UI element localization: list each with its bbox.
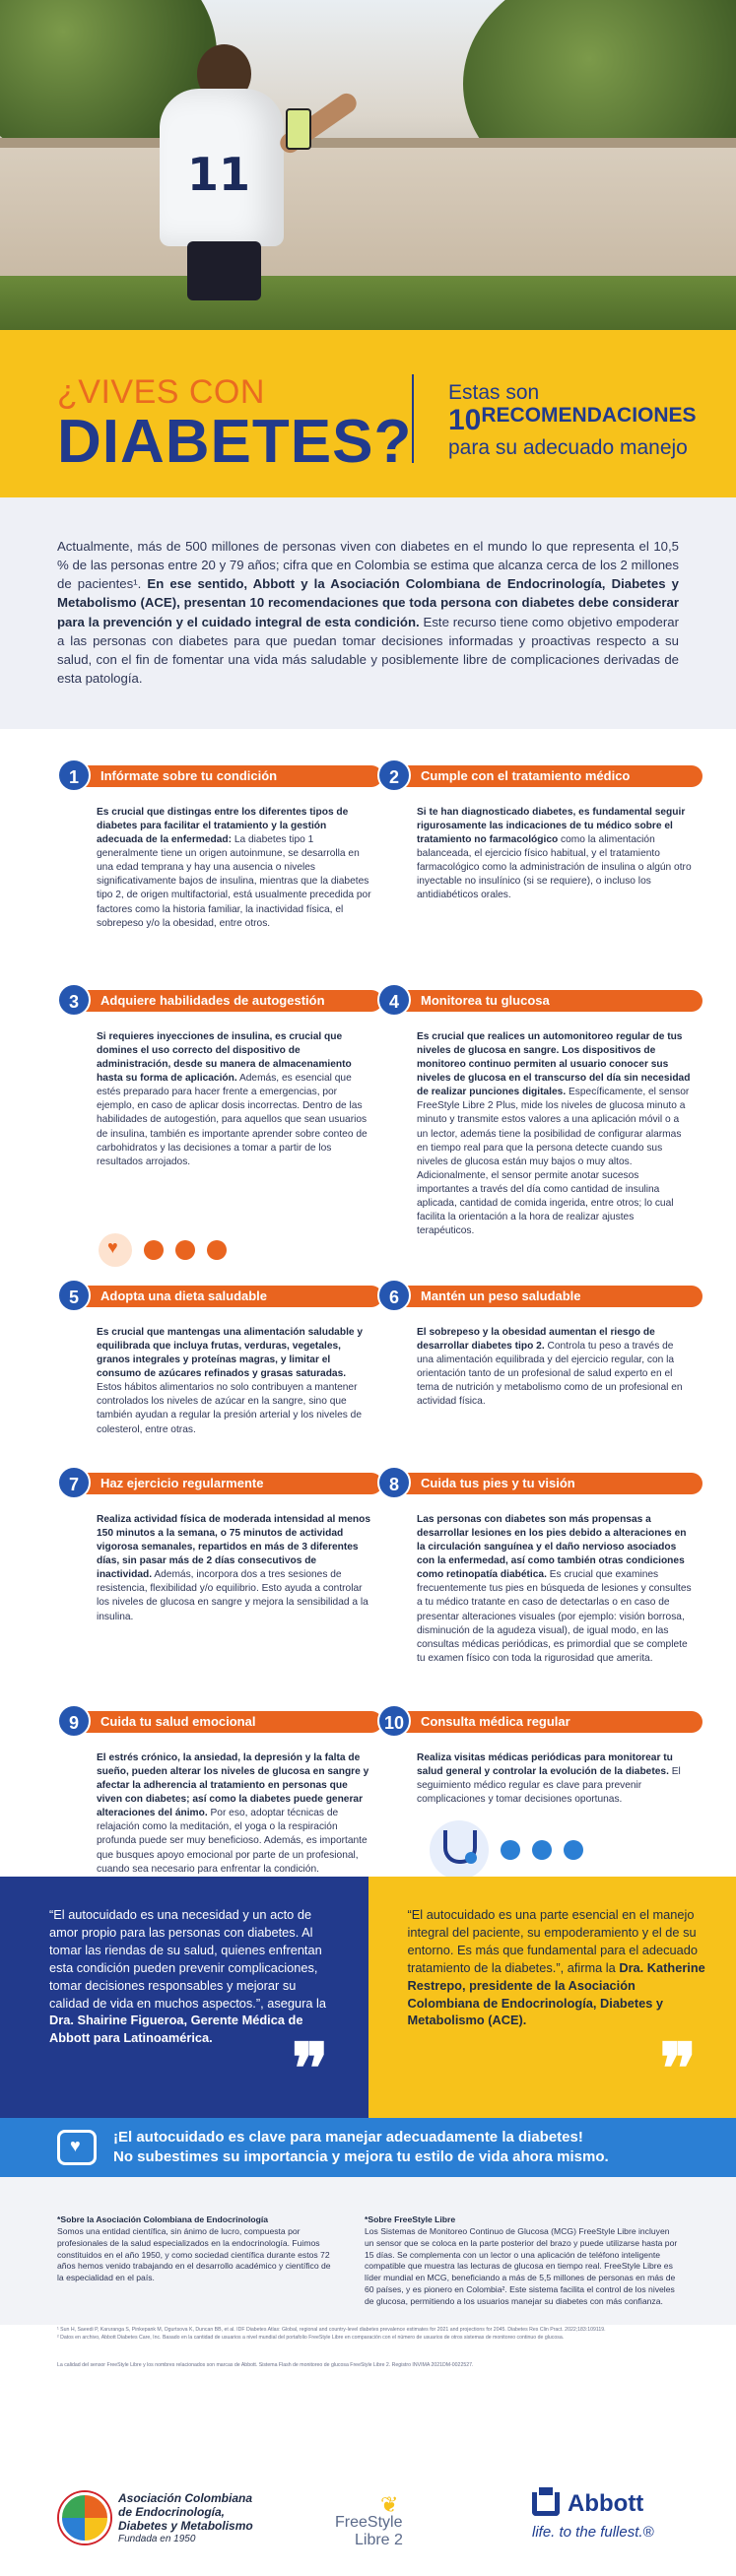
about-ace [57, 2214, 338, 2284]
reference-2: ² Datos en archivo, Abbott Diabetes Care, Inc. Basado en la cantidad de usuarios a nivel mundial del portafolio FreeStyle Libre en comparación con el número de usuarios de otros sistemas de monitoreo continuo de glucosa. [57, 2334, 565, 2341]
decoration-dots [99, 1233, 227, 1267]
rec-body [377, 1499, 703, 1666]
rec-text: Estos hábitos alimentarios no solo contribuyen a mantener controlados los niveles de azúcar en la sangre, sino que también ayudan a regular la presión arterial y los niveles de colesterol, entre otras. [97, 1382, 362, 1435]
intro-paragraph [0, 497, 736, 729]
rec-number: 2 [377, 759, 411, 792]
intro-text-1: Actualmente, más de 500 millones de personas viven con diabetes en el mundo lo que representa el 10,5 % de las personas entre 20 y 79 años; cifra que en Colombia se estima que alcanza cerca de los 2 millones de pacientes¹. [57, 539, 679, 592]
butterfly-icon: ❦ [380, 2492, 399, 2517]
quote-right-lead: afirma la [567, 1959, 620, 1975]
rec-header [57, 983, 382, 1017]
abbott-mark-icon [532, 2492, 560, 2516]
rec-header [57, 759, 382, 792]
dot-icon [532, 1840, 552, 1860]
subtitle-line3: para su adecuado manejo [448, 436, 688, 460]
recommendation-card [57, 1704, 382, 1877]
about-section [0, 2177, 736, 2325]
quote-right-text: “El autocuidado es una parte esencial en el manejo integral del paciente, su empoderamiento y el de su entorno. Es más que fundamental para el adecuado tratamiento de la diabetes.”, [407, 1907, 699, 1975]
dot-icon [175, 1240, 195, 1260]
title-big: DIABETES? [57, 408, 413, 476]
subtitle-rec: RECOMENDACIONES [481, 404, 697, 428]
about-ace-text: Somos una entidad científica, sin ánimo de lucro, compuesta por profesionales de la salud especializados en la endocrinología. Fuimos constituidos en el año 1950, y como sociedad científica durante estos 72 años hemos venido trabajando en el desarrollo académico y científico de la especialidad en el país. [57, 2225, 331, 2283]
title-divider [412, 374, 414, 463]
rec-number: 8 [377, 1466, 411, 1499]
rec-bold: Realiza visitas médicas periódicas para monitorear tu salud general y controlar la evolución de la diabetes. [417, 1752, 673, 1778]
rec-header [57, 1704, 382, 1738]
recommendation-card [377, 983, 703, 1238]
rec-title-bar [391, 765, 703, 787]
ace-founded: Fundada en 1950 [118, 2534, 196, 2544]
rec-number: 10 [377, 1704, 411, 1738]
heart-hands-icon [99, 1233, 132, 1267]
rec-title-bar [71, 1286, 382, 1307]
rec-body [57, 1738, 382, 1877]
hero-photo [0, 0, 736, 330]
phone-icon [286, 108, 311, 150]
quote-mark-icon: ❞ [291, 2027, 329, 2109]
about-ace-title: *Sobre la Asociación Colombiana de Endocrinología [57, 2214, 269, 2224]
rec-body [377, 1738, 703, 1807]
subtitle-line2 [448, 404, 697, 437]
recommendation-card [377, 759, 703, 903]
fs-line1: FreeStyle [335, 2514, 403, 2531]
rec-title: Monitorea tu glucosa [421, 993, 550, 1008]
rec-title: Cuida tus pies y tu visión [421, 1476, 575, 1490]
rec-title-bar [391, 1286, 703, 1307]
rec-text: Además, incorpora dos a tres sesiones de resistencia, flexibilidad y/o equilibrio. Esto ayuda a controlar los niveles de glucosa en sangre y mejora la sensibilidad a la insulina. [97, 1569, 368, 1622]
dot-icon [144, 1240, 164, 1260]
rec-number: 5 [57, 1279, 91, 1312]
rec-number: 1 [57, 759, 91, 792]
ace-line3: Diabetes y Metabolismo [118, 2518, 253, 2533]
ace-logo-name [118, 2492, 253, 2533]
rec-body [377, 1312, 703, 1409]
rec-title-bar [71, 765, 382, 787]
rec-number: 4 [377, 983, 411, 1017]
rec-title-bar [391, 990, 703, 1012]
rec-header [57, 1466, 382, 1499]
rec-text: Por eso, adoptar técnicas de relajación como la meditación, el yoga o la respiración profunda puede ser muy beneficioso. Además, es importante que busques apoyo emocional por parte de un profesional, cuando sea necesario para enfrentar la condición. [97, 1808, 368, 1875]
heart-box-icon [57, 2130, 97, 2165]
quote-left-text: “El autocuidado es una necesidad y un acto de amor propio para las personas con diabetes. Al tomar las riendas de su salud, quienes enfrentan esta condición pueden prevenir complicaciones, tomar decisiones responsables y mejorar su calidad de vida en muchos aspectos.”, [49, 1907, 322, 2011]
rec-body [57, 1312, 382, 1437]
rec-bold: El estrés crónico, la ansiedad, la depresión y la falta de sueño, pueden alterar los niveles de glucosa en sangre y afectar la adherencia al tratamiento en personas que viven con diabetes; así como la diabetes puede generar alteraciones del ánimo. [97, 1752, 369, 1819]
disclaimer: La calidad del sensor FreeStyle Libre y los nombres relacionados son marcas de Abbott. Sistema Flash de monitoreo de glucosa FreeStyle Libre 2. Registro INVIMA 2021DM-0022527. [57, 2362, 474, 2368]
title-subtitle [448, 381, 697, 460]
dot-icon [501, 1840, 520, 1860]
ace-seal-icon [59, 2492, 110, 2543]
reference-1: ¹ Sun H, Saeedi P, Karuranga S, Pinkepank M, Ogurtsova K, Duncan BB, et al. IDF Diabetes Atlas: Global, regional and country-level diabetes prevalence estimates for 2021 and projections for 2045. Diabetes Res Clin Pract. 2022;183:109119. [57, 2327, 606, 2333]
garden-wall [0, 148, 736, 286]
rec-number: 6 [377, 1279, 411, 1312]
quote-left [0, 1877, 368, 2118]
rec-title-bar [391, 1473, 703, 1494]
decoration-dots [430, 1820, 583, 1880]
rec-text: Específicamente, el sensor FreeStyle Libre 2 Plus, mide los niveles de glucosa minuto a minuto y transmite estos valores a una aplicación móvil o a un lector, además tiene la posibilidad de configurar alarmas en tiempo real para que la persona detecte cuando sus niveles de glucosa están muy bajos o muy altos. Adicionalmente, el sensor permite anotar sucesos importantes a través del día como cantidad de insulina aplicada, cantidad de comida ingerida, entre otros; lo cual facilita la orientación a la hora de realizar ajustes terapéuticos. [417, 1087, 690, 1237]
dot-icon [207, 1240, 227, 1260]
logos-footer [0, 2463, 736, 2576]
about-fs-title: *Sobre FreeStyle Libre [365, 2214, 456, 2224]
title-question: ¿VIVES CON [57, 373, 265, 411]
rec-title: Mantén un peso saludable [421, 1288, 581, 1303]
rec-body [377, 1017, 703, 1238]
recommendation-card [377, 1279, 703, 1409]
grass [0, 276, 736, 330]
rec-text: Además, es esencial que estés preparado para hacer frente a emergencias, por ejemplo, en caso de aplicar dosis incorrectas. Dentro de las habilidades de autogestión, para aquellos que sean usuarios de insulina, también es importante aprender sobre conteo de carbohidratos y las decisiones a tomar a partir de los resultados arrojados. [97, 1073, 368, 1167]
rec-title: Cuida tu salud emocional [100, 1714, 256, 1729]
rec-text: Es crucial que examines frecuentemente tus pies en búsqueda de lesiones y consultes a tu médico tratante en caso de detectarlas o en caso de presentar alteraciones visuales (por ejemplo: visión borrosa, disminución de la agudeza visual), de igual modo, en las consultas médicas periódicas, es primordial que se complete tu examen físico con toda la rigurosidad que amerita. [417, 1569, 692, 1664]
intro-text-2: Este recurso tiene como objetivo empoderar a las personas con diabetes para que puedan tomar decisiones informadas y proactivas respecto a su salud, con el fin de fomentar una vida más saludable y posiblemente libre de complicaciones derivadas de esta patología. [57, 614, 679, 686]
quote-left-author: Dra. Shairine Figueroa, Gerente Médica de Abbott para Latinoamérica. [49, 2013, 303, 2046]
rec-text: como la alimentación balanceada, el ejercicio físico habitual, y el tratamiento farmacológico como la administración de insulina o algún otro inyectable no insulínico (si se requiere), o incluso los antidiabéticos orales. [417, 834, 692, 901]
title-band [0, 330, 736, 497]
recommendation-card [57, 983, 382, 1169]
intro-bold: En ese sentido, Abbott y la Asociación Colombiana de Endocrinología, Diabetes y Metabolismo (ACE), presentan 10 recomendaciones que toda persona con diabetes debe considerar para la prevención y el cuidado integral de esta condición. [57, 576, 679, 629]
about-freestyle [365, 2214, 680, 2308]
ace-line2: de Endocrinología, [118, 2504, 226, 2519]
abbott-tagline: life. to the fullest.® [532, 2524, 654, 2541]
stethoscope-icon [430, 1820, 489, 1880]
boy-figure [148, 20, 296, 315]
ace-logo [59, 2490, 315, 2549]
rec-header [377, 983, 703, 1017]
recommendation-card [57, 759, 382, 931]
rec-title-bar [71, 1711, 382, 1733]
banner-line1: ¡El autocuidado es clave para manejar adecuadamente la diabetes! [113, 2129, 583, 2146]
selfcare-banner [0, 2118, 736, 2177]
quote-left-lead: asegura la [267, 1995, 327, 2011]
rec-number: 9 [57, 1704, 91, 1738]
rec-title: Infórmate sobre tu condición [100, 768, 278, 783]
rec-title: Cumple con el tratamiento médico [421, 768, 631, 783]
rec-bold: El sobrepeso y la obesidad aumentan el riesgo de desarrollar diabetes tipo 2. [417, 1327, 655, 1353]
rec-text: El seguimiento médico regular es clave para prevenir complicaciones y tomar decisiones oportunas. [417, 1766, 681, 1806]
rec-bold: Si requieres inyecciones de insulina, es crucial que domines el uso correcto del dispositivo de administración, desde su manera de almacenamiento hasta su forma de aplicación. [97, 1031, 352, 1085]
rec-title: Adquiere habilidades de autogestión [100, 993, 325, 1008]
rec-bold: Es crucial que realices un automonitoreo regular de tus niveles de glucosa en sangre. Los dispositivos de monitoreo continuo permiten al usuario conocer sus niveles de glucosa en el transcurso del día sin necesidad de realizar punciones digitales. [417, 1031, 691, 1098]
rec-bold: Realiza actividad física de moderada intensidad al menos 150 minutos a la semana, o 75 minutos de actividad vigorosa semanales, repartidos en más de 3 diferentes días, sin pasar más de 2 días consecutivos de inactividad. [97, 1514, 370, 1581]
rec-header [377, 1704, 703, 1738]
freestyle-logo [335, 2492, 443, 2551]
rec-body [57, 1017, 382, 1169]
rec-body [57, 792, 382, 931]
recommendation-card [377, 1466, 703, 1666]
rec-title-bar [71, 1473, 382, 1494]
rec-number: 3 [57, 983, 91, 1017]
rec-title: Consulta médica regular [421, 1714, 570, 1729]
rec-header [57, 1279, 382, 1312]
subtitle-ten: 10 [448, 404, 482, 437]
banner-line2: No subestimes su importancia y mejora tu estilo de vida ahora mismo. [113, 2148, 609, 2165]
rec-bold: Es crucial que distingas entre los diferentes tipos de diabetes para facilitar el tratamiento y la gestión adecuada de la enfermedad: [97, 807, 349, 846]
rec-title: Adopta una dieta saludable [100, 1288, 268, 1303]
dot-icon [564, 1840, 583, 1860]
recommendation-card [57, 1466, 382, 1624]
quote-right [368, 1877, 736, 2118]
references [57, 2327, 688, 2343]
rec-bold: Es crucial que mantengas una alimentación saludable y equilibrada que incluya frutas, verduras, vegetales, granos integrales y proteínas magras, y limitar el consumo de azúcares refinados y grasas saturadas. [97, 1327, 364, 1380]
abbott-name: Abbott [568, 2490, 644, 2517]
quotes-section [0, 1877, 736, 2118]
recommendation-card [377, 1704, 703, 1807]
rec-body [377, 792, 703, 903]
rec-title-bar [71, 990, 382, 1012]
quote-right-author: Dra. Katherine Restrepo, presidente de la Asociación Colombiana de Endocrinología, Diabetes y Metabolismo (ACE). [407, 1959, 705, 2028]
rec-title-bar [391, 1711, 703, 1733]
abbott-logo [532, 2490, 680, 2549]
rec-header [377, 1279, 703, 1312]
ace-line1: Asociación Colombiana [118, 2491, 253, 2505]
fs-line2: Libre 2 [355, 2532, 403, 2548]
shirt-number: 11 [187, 148, 251, 201]
quote-mark-icon: ❞ [659, 2027, 697, 2109]
rec-bold: Las personas con diabetes son más propensas a desarrollar lesiones en los pies debido a alteraciones en la circulación sanguínea y el daño nervioso asociados con la enfermedad, así como también otras condiciones como retinopatía diabética. [417, 1514, 687, 1581]
rec-header [377, 1466, 703, 1499]
rec-header [377, 759, 703, 792]
rec-body [57, 1499, 382, 1624]
about-fs-text: Los Sistemas de Monitoreo Continuo de Glucosa (MCG) FreeStyle Libre incluyen un sensor que se coloca en la parte posterior del brazo y puede utilizarse hasta por 15 días. Se complementa con un lector o una aplicación de teléfono inteligente compatible que muestra las lecturas de glucosa en tiempo real. FreeStyle Libre es líder mundial en MCG, beneficiando a más de 5,5 millones de personas en más de 60 países, y es pionero en Colombia². Este sistema facilita el control de los niveles de glucosa, permitiendo a los usuarios manejar su diabetes con más confianza. [365, 2225, 678, 2307]
rec-text: La diabetes tipo 1 generalmente tiene un origen autoinmune, se desarrolla en una edad temprana y hay una ausencia o niveles significativamente bajos de insulina, mientras que la diabetes tipo 2, de origen multifactorial, está usualmente precedida por factores como la historia familiar, la inactividad física, el sobrepeso y/o la obesidad, entre otros. [97, 834, 371, 929]
rec-text: Controla tu peso a través de una alimentación equilibrada y del ejercicio regular, con la orientación tanto de un profesional de salud experto en el tema de nutrición y metabolismo como de un profesional en actividad física. [417, 1341, 683, 1408]
rec-title: Haz ejercicio regularmente [100, 1476, 264, 1490]
recommendations-grid [0, 729, 736, 1886]
rec-number: 7 [57, 1466, 91, 1499]
boy-shorts [187, 241, 261, 300]
recommendation-card [57, 1279, 382, 1437]
rec-bold: Si te han diagnosticado diabetes, es fundamental seguir rigurosamente las indicaciones de tu médico sobre el tratamiento no farmacológico [417, 807, 686, 846]
subtitle-line1: Estas son [448, 381, 540, 404]
